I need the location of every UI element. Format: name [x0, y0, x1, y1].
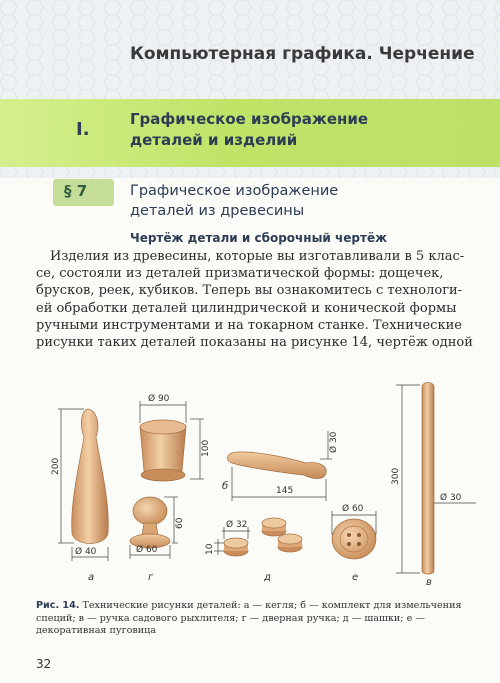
body-line: Изделия из древесины, которые вы изготавливали в 5 клас-: [50, 249, 465, 264]
label-v: в: [426, 577, 432, 588]
section-title-line1: Графическое изображение: [130, 110, 369, 128]
spice-set-drawing: [140, 401, 332, 501]
paragraph-title-line1: Графическое изображение: [130, 183, 339, 199]
figure-technical-drawings: [36, 375, 488, 595]
body-line: рисунки таких деталей показаны на рисунке 14, чертёж одной: [36, 335, 473, 351]
paragraph-number: § 7: [64, 182, 88, 200]
label-d: д: [264, 572, 271, 583]
paragraph-title-line2: деталей из древесины: [130, 203, 305, 219]
knob-dia-dim: Ø 60: [136, 545, 158, 555]
body-line: брусков, реек, кубиков. Теперь вы ознакомитесь с технологи-: [36, 283, 463, 299]
handle-length-dim: 145: [276, 486, 294, 496]
section-number: I.: [76, 119, 90, 140]
knob-height-dim: 60: [175, 517, 185, 529]
caption-label: Рис. 14.: [36, 600, 80, 611]
rake-handle-drawing: [396, 383, 476, 575]
label-b: б: [222, 481, 229, 492]
label-a: а: [88, 572, 95, 583]
body-line: се, состояли из деталей призматической формы: дощечек,: [36, 266, 444, 282]
label-e: е: [352, 572, 359, 583]
subheading: Чертёж детали и сборочный чертёж: [130, 231, 388, 245]
section-title: [130, 109, 368, 151]
paragraph-title: [130, 181, 338, 221]
body-line: ручными инструментами и на токарном станке. Технические: [36, 317, 462, 333]
checker-dia-dim: Ø 32: [226, 520, 248, 530]
page-number: 32: [36, 657, 52, 671]
handle-dia-dim: Ø 30: [329, 431, 339, 453]
stick-length-dim: 300: [391, 467, 401, 485]
body-line: ей обработки деталей цилиндрической и конической формы: [36, 300, 457, 316]
figure-caption: [36, 600, 488, 638]
cup-height-dim: 100: [201, 439, 211, 457]
button-drawing: [332, 511, 376, 559]
skittle-height-dim: 200: [51, 457, 61, 475]
skittle-drawing: [58, 409, 108, 561]
button-dia-dim: Ø 60: [342, 504, 364, 514]
checker-thick-dim: 10: [205, 543, 215, 555]
label-g: г: [148, 572, 154, 583]
caption-text: Технические рисунки деталей: а — кегля; б — комплект для измельчения специй; в — ручка садового рыхлителя; г — дверная ручка; д — шашки; е — декоративная пуговица: [36, 600, 462, 636]
chapter-title: Компьютерная графика. Черчение: [130, 44, 475, 64]
stick-dia-dim: Ø 30: [440, 493, 462, 503]
body-text: [36, 248, 488, 351]
skittle-dia-dim: Ø 40: [75, 547, 97, 557]
cup-dia-dim: Ø 90: [148, 394, 170, 404]
section-title-line2: деталей и изделий: [130, 131, 298, 149]
